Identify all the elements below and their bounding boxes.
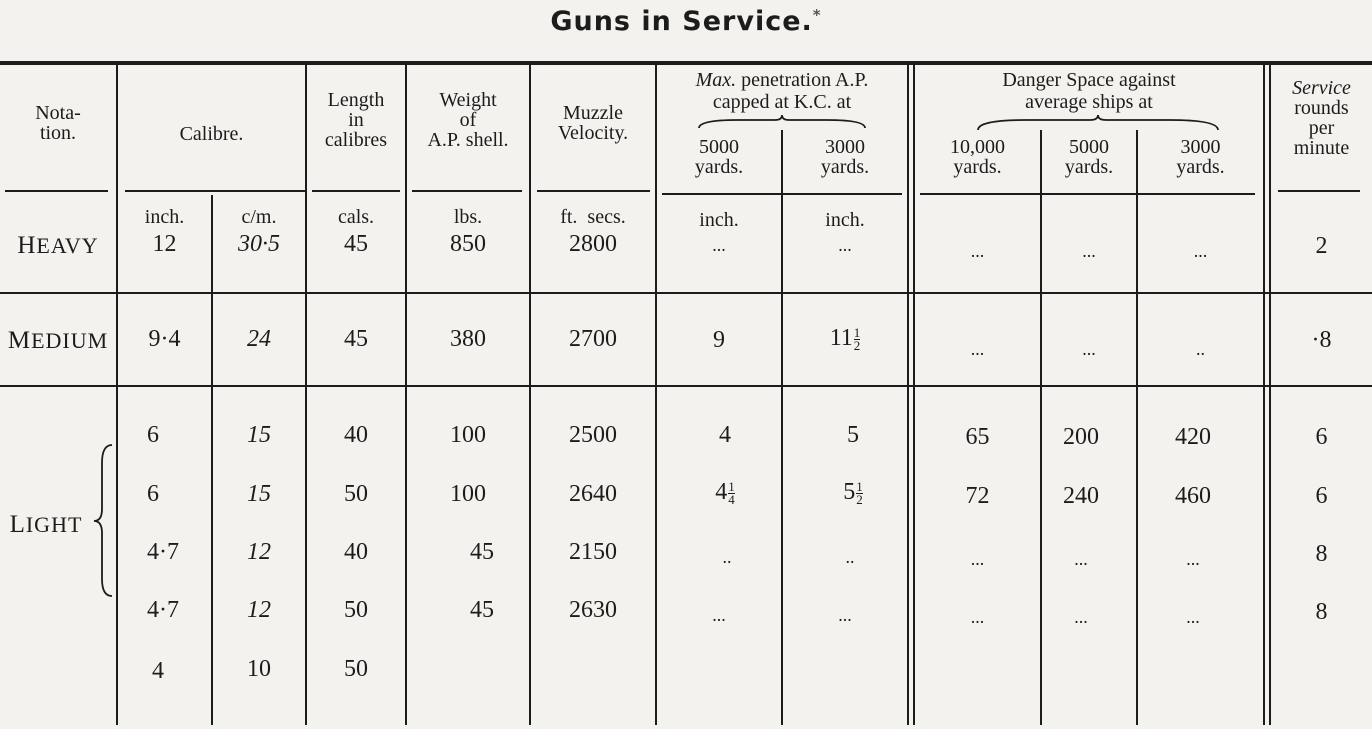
class-heavy-initial: H bbox=[17, 232, 37, 259]
class-light-initial: L bbox=[9, 511, 26, 538]
light-row2-inch: 6 bbox=[147, 481, 159, 507]
fraction-numerator: 1 bbox=[856, 478, 863, 494]
unit-pen-3000: inch. bbox=[825, 209, 865, 231]
light-row5-inch: 4 bbox=[152, 658, 164, 684]
light-row4-pen-3000: ... bbox=[838, 605, 852, 625]
header-underline bbox=[312, 190, 400, 192]
header-danger-5000: 5000 yards. bbox=[1064, 136, 1114, 178]
light-row1-danger-3000: 420 bbox=[1175, 424, 1211, 450]
light-row2-cals: 50 bbox=[344, 481, 368, 507]
class-heavy-rest: EAVY bbox=[36, 233, 99, 258]
light-row1-cm: 15 bbox=[247, 422, 271, 448]
light-row3-lbs: 45 bbox=[470, 539, 494, 565]
heavy-danger-10000: ... bbox=[970, 241, 985, 261]
light-row1-pen-3000: 5 bbox=[847, 422, 859, 448]
heavy-lbs: 850 bbox=[450, 231, 486, 257]
light-row4-cm: 12 bbox=[247, 597, 271, 623]
medium-pen-5000: 9 bbox=[713, 327, 725, 353]
column-rule bbox=[305, 65, 307, 725]
danger-brace bbox=[976, 114, 1220, 132]
medium-lbs: 380 bbox=[450, 326, 486, 352]
heavy-inch: 12 bbox=[152, 231, 177, 257]
header-notation: Nota- tion. bbox=[35, 102, 81, 144]
header-penetration bbox=[657, 70, 907, 90]
header-danger-10000: 10,000 yards. bbox=[950, 136, 1005, 178]
light-row2-danger-10000: 72 bbox=[965, 483, 990, 509]
page-title bbox=[0, 6, 1372, 37]
row-divider-medium-light bbox=[0, 385, 1372, 387]
light-row2-pen-3000-whole: 5 bbox=[843, 479, 856, 505]
light-row1-inch: 6 bbox=[147, 422, 159, 448]
fraction-denominator: 4 bbox=[728, 491, 735, 507]
light-row2-pen-5000-fraction bbox=[728, 478, 735, 507]
light-row4-danger-3000: ... bbox=[1186, 607, 1200, 627]
light-row3-rounds: 8 bbox=[1315, 541, 1328, 567]
header-danger-line2: average ships at bbox=[1025, 91, 1153, 113]
medium-danger-3000: .. bbox=[1196, 339, 1205, 359]
medium-cm: 24 bbox=[247, 326, 271, 352]
light-row2-danger-5000: 240 bbox=[1063, 483, 1099, 509]
header-service-rounds bbox=[1271, 78, 1372, 158]
light-row3-danger-10000: ... bbox=[970, 549, 985, 569]
heavy-rounds: 2 bbox=[1315, 233, 1328, 259]
light-row3-danger-3000: ... bbox=[1186, 549, 1200, 569]
class-light bbox=[0, 512, 92, 537]
header-underline bbox=[412, 190, 522, 192]
light-row4-cals: 50 bbox=[344, 597, 368, 623]
header-penetration-italic: Max. bbox=[695, 69, 737, 91]
column-rule bbox=[1263, 65, 1265, 725]
light-row2-rounds: 6 bbox=[1315, 483, 1328, 509]
light-row1-danger-10000: 65 bbox=[965, 424, 990, 450]
header-calibre: Calibre. bbox=[179, 123, 244, 145]
heavy-danger-3000: ... bbox=[1193, 241, 1208, 261]
light-row1-rounds: 6 bbox=[1315, 424, 1328, 450]
light-row3-inch: 4·7 bbox=[147, 539, 179, 565]
light-row3-cals: 40 bbox=[344, 539, 368, 565]
header-underline bbox=[537, 190, 650, 192]
medium-danger-10000: ... bbox=[970, 339, 985, 359]
header-length: Length in calibres bbox=[324, 89, 388, 151]
light-row2-lbs: 100 bbox=[450, 481, 486, 507]
heavy-cm: 30·5 bbox=[238, 231, 280, 257]
light-row2-pen-5000 bbox=[657, 480, 793, 506]
light-row2-cm: 15 bbox=[247, 481, 271, 507]
penetration-brace bbox=[697, 114, 867, 130]
light-row4-rounds: 8 bbox=[1315, 599, 1328, 625]
header-pen-3000: 3000 yards. bbox=[820, 136, 870, 178]
column-rule bbox=[211, 195, 213, 725]
fraction-numerator: 1 bbox=[853, 324, 861, 340]
header-service-rest: rounds per minute bbox=[1293, 97, 1350, 159]
light-row3-pen-3000: .. bbox=[845, 547, 855, 567]
medium-danger-5000: ... bbox=[1082, 339, 1096, 359]
column-rule bbox=[1269, 65, 1271, 725]
light-row4-danger-10000: ... bbox=[970, 607, 985, 627]
header-underline bbox=[1278, 190, 1360, 192]
medium-cals: 45 bbox=[344, 326, 368, 352]
title-text: Guns in Service. bbox=[550, 6, 813, 37]
unit-cm: c/m. bbox=[241, 206, 277, 228]
column-rule bbox=[405, 65, 407, 725]
column-rule bbox=[529, 65, 531, 725]
header-underline bbox=[920, 193, 1255, 195]
column-rule bbox=[116, 65, 118, 725]
light-row5-cm: 10 bbox=[247, 656, 271, 682]
fraction-denominator: 2 bbox=[856, 491, 863, 507]
light-row1-velocity: 2500 bbox=[569, 422, 617, 448]
unit-pen-5000: inch. bbox=[699, 209, 739, 231]
light-row3-cm: 12 bbox=[247, 539, 271, 565]
medium-velocity: 2700 bbox=[569, 326, 617, 352]
heavy-danger-5000: ... bbox=[1082, 241, 1096, 261]
light-row4-lbs: 45 bbox=[470, 597, 494, 623]
light-row2-pen-5000-whole: 4 bbox=[715, 479, 728, 505]
light-row3-velocity: 2150 bbox=[569, 539, 617, 565]
light-brace bbox=[92, 443, 114, 598]
light-row2-danger-3000: 460 bbox=[1175, 483, 1211, 509]
header-muzzle-velocity: Muzzle Velocity. bbox=[557, 102, 629, 144]
light-row1-cals: 40 bbox=[344, 422, 368, 448]
unit-inch: inch. bbox=[144, 206, 185, 228]
header-danger-space: Danger Space against bbox=[1002, 69, 1176, 91]
header-danger-3000: 3000 yards. bbox=[1176, 136, 1225, 178]
light-row4-velocity: 2630 bbox=[569, 597, 617, 623]
header-underline bbox=[5, 190, 108, 192]
light-row2-pen-3000-fraction bbox=[856, 478, 863, 507]
class-light-rest: IGHT bbox=[25, 512, 83, 537]
header-penetration-line2: capped at K.C. at bbox=[712, 91, 852, 113]
heavy-pen-5000: ... bbox=[712, 235, 726, 255]
class-heavy bbox=[0, 233, 116, 258]
medium-pen-3000 bbox=[783, 326, 907, 352]
fraction-denominator: 2 bbox=[853, 337, 861, 353]
unit-lbs: lbs. bbox=[453, 206, 483, 228]
light-row3-pen-5000: .. bbox=[722, 547, 732, 567]
title-footnote-mark: * bbox=[812, 6, 822, 24]
light-row1-danger-5000: 200 bbox=[1063, 424, 1099, 450]
top-rule bbox=[0, 61, 1372, 65]
class-medium-initial: M bbox=[7, 327, 32, 354]
light-row1-pen-5000: 4 bbox=[719, 422, 731, 448]
medium-rounds: ·8 bbox=[1311, 327, 1332, 353]
light-row2-pen-3000 bbox=[783, 480, 923, 506]
class-medium-rest: EDIUM bbox=[31, 328, 109, 353]
heavy-cals: 45 bbox=[344, 231, 368, 257]
light-row4-pen-5000: ... bbox=[712, 605, 726, 625]
header-weight: Weight of A.P. shell. bbox=[427, 89, 509, 151]
fraction-numerator: 1 bbox=[728, 478, 735, 494]
medium-pen-3000-whole: 11 bbox=[829, 325, 853, 351]
light-row4-inch: 4·7 bbox=[147, 597, 179, 623]
medium-pen-3000-fraction bbox=[853, 324, 861, 353]
column-rule bbox=[907, 65, 909, 725]
row-divider-heavy-medium bbox=[0, 292, 1372, 294]
medium-inch: 9·4 bbox=[148, 326, 181, 352]
heavy-velocity: 2800 bbox=[569, 231, 617, 257]
light-row5-cals: 50 bbox=[344, 656, 368, 682]
light-row4-danger-5000: ... bbox=[1074, 607, 1088, 627]
light-row2-velocity: 2640 bbox=[569, 481, 617, 507]
unit-cals: cals. bbox=[337, 206, 375, 228]
light-row3-danger-5000: ... bbox=[1074, 549, 1088, 569]
header-service-italic: Service bbox=[1292, 77, 1351, 99]
light-row1-lbs: 100 bbox=[450, 422, 486, 448]
header-underline bbox=[125, 190, 305, 192]
header-penetration-rest: penetration A.P. bbox=[741, 69, 869, 91]
unit-ft-secs: ft. secs. bbox=[560, 206, 626, 228]
heavy-pen-3000: ... bbox=[838, 235, 852, 255]
header-pen-5000: 5000 yards. bbox=[694, 136, 744, 178]
class-medium bbox=[0, 328, 116, 353]
